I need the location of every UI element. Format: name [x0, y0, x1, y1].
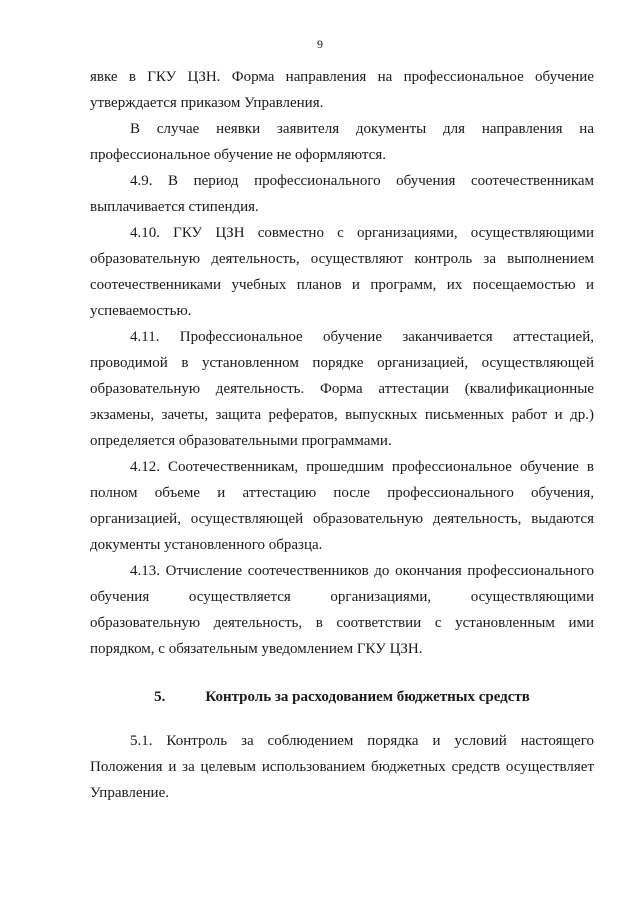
paragraph-4-12: 4.12. Соотечественникам, прошедшим профессиональное обучение в полном объеме и аттестацию после профессионального обучения, организацией, осуществляющей образовательную деятельность, выдаются документы установленного образца.: [90, 459, 594, 553]
paragraph-continuation: явке в ГКУ ЦЗН. Форма направления на профессиональное обучение утверждается приказом Управления.: [90, 69, 594, 111]
document-body: [90, 64, 594, 806]
paragraph-4-10: 4.10. ГКУ ЦЗН совместно с организациями, осуществляющими образовательную деятельность, осуществляют контроль за выполнением соотечественниками учебных планов и программ, их посещаемостью и успеваемостью.: [90, 225, 594, 319]
paragraph-no-show: В случае неявки заявителя документы для направления на профессиональное обучение не оформляются.: [90, 121, 594, 163]
section-heading: [90, 684, 594, 710]
paragraph-5-1: 5.1. Контроль за соблюдением порядка и условий настоящего Положения и за целевым использованием бюджетных средств осуществляет Управление.: [90, 733, 594, 801]
paragraph-4-11: 4.11. Профессиональное обучение заканчивается аттестацией, проводимой в установленном порядке организацией, осуществляющей образовательную деятельность. Форма аттестации (квалификационные экзамены, зачеты, защита рефератов, выпускных письменных работ и др.) определяется образовательными программами.: [90, 329, 594, 449]
page-number: 9: [317, 37, 323, 51]
section-number: 5.: [154, 689, 166, 705]
paragraph-4-9: 4.9. В период профессионального обучения соотечественникам выплачивается стипендия.: [90, 173, 594, 215]
section-title: Контроль за расходованием бюджетных средств: [205, 689, 530, 705]
paragraph-4-13: 4.13. Отчисление соотечественников до окончания профессионального обучения осуществляется организациями, осуществляющими образовательную деятельность, в соответствии с установленным ими порядком, с обязательным уведомлением ГКУ ЦЗН.: [90, 563, 594, 657]
